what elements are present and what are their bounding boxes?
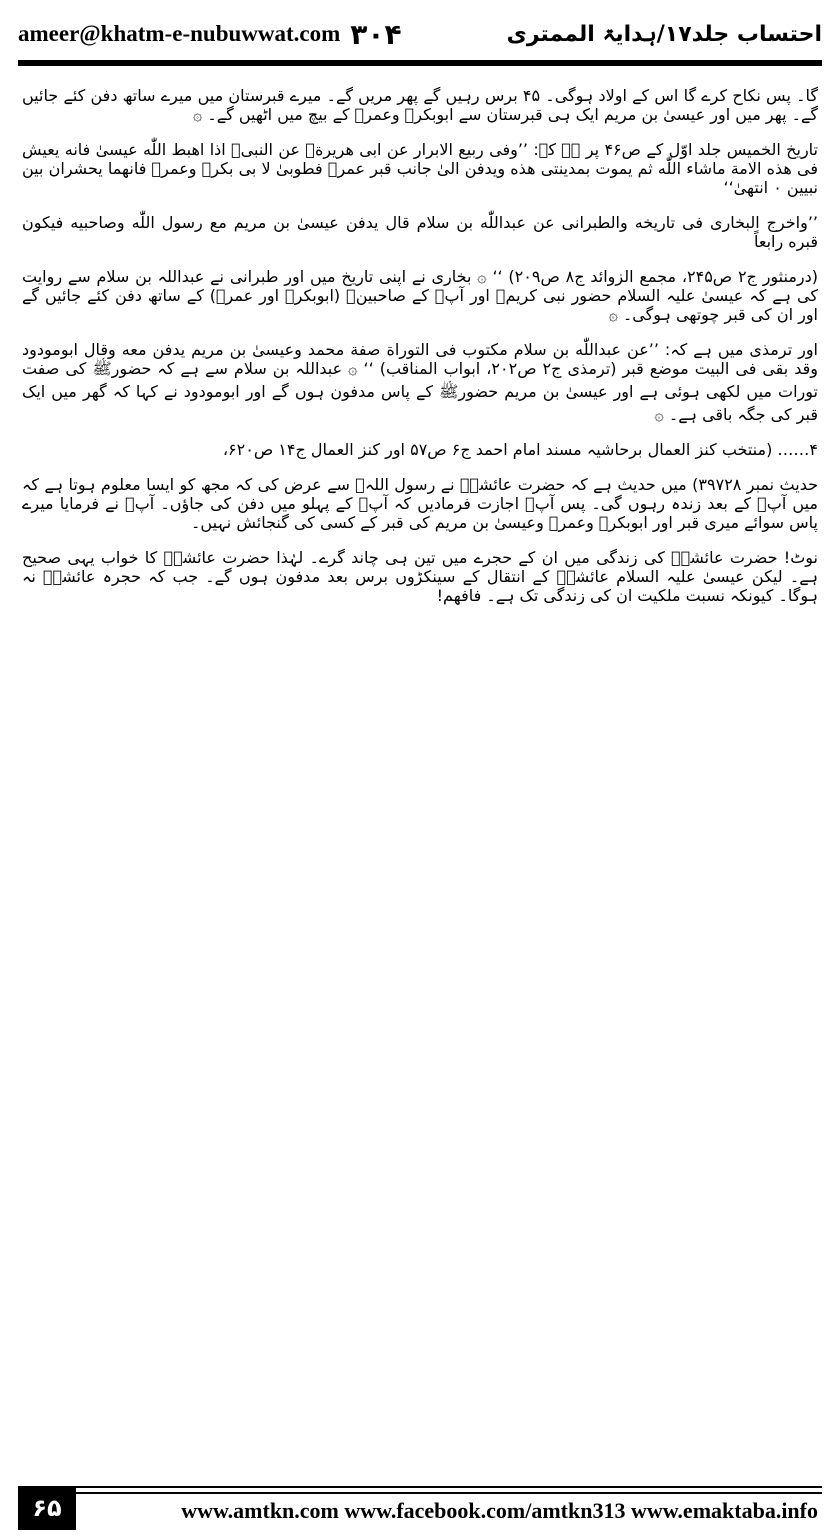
paragraph-6: ۴…… (منتخب کنز العمال برحاشیہ مسند امام احمد ج۶ ص۵۷ اور کنز العمال ج۱۴ ص۶۲۰، xyxy=(222,440,818,459)
paragraph-2: تاریخ الخمیس جلد اوّل کے ص۴۶ پر ہے کہ: ’’وفی ربیع الابرار عن ابی هریرةؓ عن النبیﷺ اذا اهبط اللّٰه عیسیٰ فانه یعیش فی هذه الامة ماشاء اللّٰه ثم یموت بمدینتی هذه ویدفن الیٰ جانب قبر عمرؓ فطوبیٰ لا بی بکرؓ وعمرؓ فانهما یحشران بین نبیین ۰ انتهیٰ‘‘ xyxy=(22,140,818,197)
paragraph-7: حدیث نمبر ۳۹۷۲۸) میں حدیث ہے کہ حضرت عائشہؓ نے رسول اللہﷺ سے عرض کی کہ مجھ کو ایسا معلوم ہوتا ہے کہ میں آپؐ کے بعد زندہ رہوں گی۔ پس آپؐ اجازت فرمادیں کہ آپؐ کے پہلو میں دفن کی جاؤں۔ آپﷺ نے فرمایا میرے پاس سوائے میری قبر اور ابوبکرؓ وعمرؓ وعیسیٰ بن مریم کی قبر کے کسی کی گنجائش نہیں۔ xyxy=(22,475,818,532)
paragraph-4: (درمنثور ج۲ ص۲۴۵، مجمع الزوائد ج۸ ص۲۰۹) ‘‘ ۞ بخاری نے اپنی تاریخ میں اور طبرانی نے عبداللہ بن سلام سے روایت کی ہے کہ عیسیٰ علیہ السلام حضور نبی کریمﷺ اور آپؐ کے صاحبینؓ (ابوبکرؓ اور عمرؓ) کے ساتھ دفن کئے جائیں گے اور ان کی قبر چوتھی ہوگی۔ ۞ xyxy=(22,267,818,324)
paragraph-1: گا۔ پس نکاح کرے گا اس کے اولاد ہوگی۔ ۴۵ برس رہیں گے پھر مریں گے۔ میرے قبرستان میں میرے ساتھ دفن کئے جائیں گے۔ پھر میں اور عیسیٰ بن مریم ایک ہی قبرستان سے ابوبکرؓ وعمرؓ کے بیچ میں اٹھیں گے۔ ۞ xyxy=(22,86,818,124)
header-series-title: احتساب جلد۱۷/ہدایۃ الممتری xyxy=(506,21,822,47)
footer-rule xyxy=(76,1486,822,1488)
footer-page-label: ۶۵ xyxy=(18,1486,76,1530)
header-page-number: ۳۰۴ xyxy=(350,17,402,51)
paragraph-5: اور ترمذی میں ہے کہ: ’’عن عبداللّٰه بن سلام مکتوب فی التوراة صفة محمد وعیسیٰ بن مریم یدفن معه وقال ابومودود وقد بقی فی البیت موضع قبر (ترمذی ج۲ ص۲۰۲، ابواب المناقب) ‘‘ ۞ عبداللہ بن سلام سے ہے کہ حضورﷺ کی صفت تورات میں لکھی ہوئی ہے اور عیسیٰ بن مریم حضورﷺ کے پاس مدفون ہوں گے اور ابومودود نے کہا کہ گھر میں ایک قبر کی جگہ باقی ہے۔ ۞ xyxy=(22,340,818,424)
page-body xyxy=(22,70,818,1458)
paragraph-3: ’’واخرج البخاری فی تاریخه والطبرانی عن عبداللّٰه بن سلام قال یدفن عیسیٰ بن مریم مع رسول اللّٰه وصاحبیه فیکون قبره رابعاً xyxy=(22,213,818,251)
header-rule xyxy=(18,60,822,66)
page-footer xyxy=(18,1486,822,1530)
footer-bar xyxy=(76,1486,822,1530)
paragraph-8: نوٹ! حضرت عائشہؓ کی زندگی میں ان کے حجرے میں تین ہی چاند گرے۔ لہٰذا حضرت عائشہؓ کا خواب یہی صحیح ہے۔ لیکن عیسیٰ علیہ السلام عائشہؓ کے انتقال کے سینکڑوں برس بعد مدفون ہوں گے۔ جب کہ حجرہ عائشہؓ نہ ہوگا۔ کیونکہ نسبت ملکیت ان کی زندگی تک ہے۔ فافهم! xyxy=(22,548,818,605)
footer-rule-2 xyxy=(76,1492,822,1494)
page-header xyxy=(18,10,822,58)
footer-urls: www.amtkn.com www.facebook.com/amtkn313 www.emaktaba.info xyxy=(181,1498,818,1523)
header-email: ameer@khatm-e-nubuwwat.com xyxy=(18,21,341,46)
header-left xyxy=(18,18,402,51)
